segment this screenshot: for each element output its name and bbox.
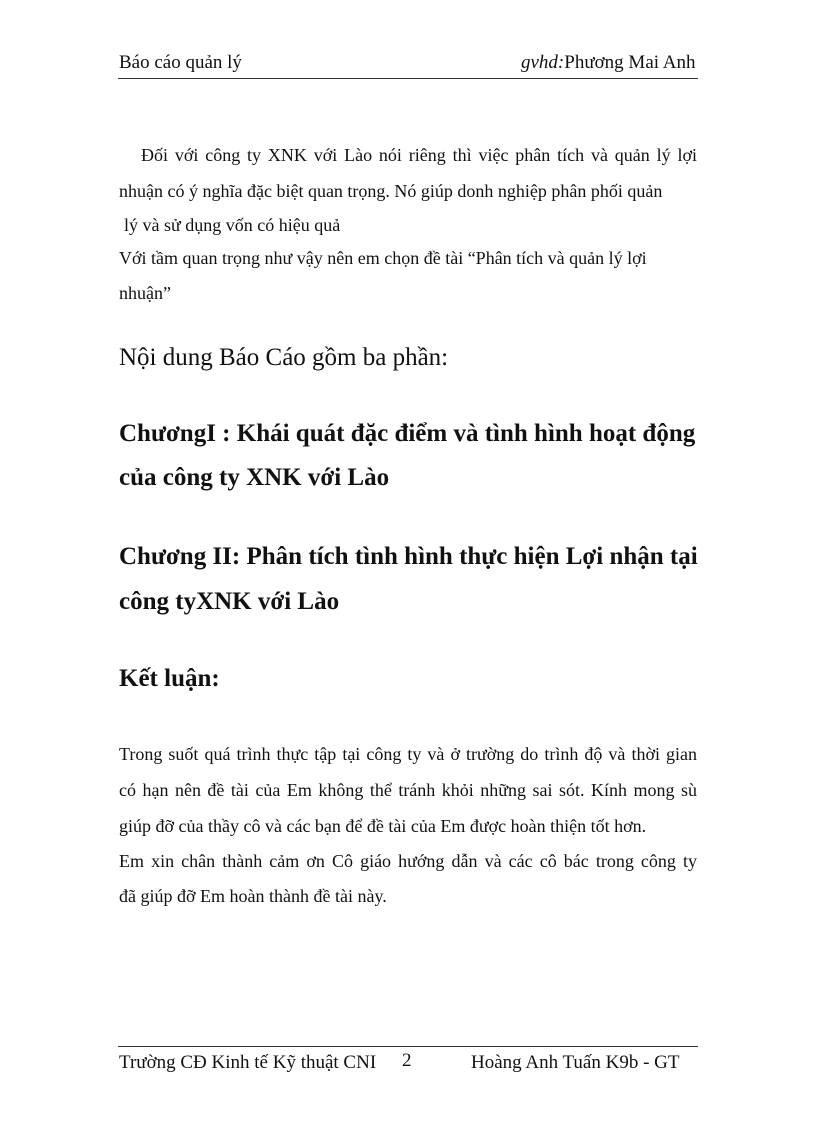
header-right [521,52,695,74]
chapter2-line-2: công tyXNK với Lào [119,588,340,615]
header-advisor-name: Phương Mai Anh [564,52,696,73]
content-heading: Nội dung Báo Cáo gồm ba phần: [119,344,449,371]
intro-line-5: nhuận” [119,283,171,303]
intro-line-4: Với tầm quan trọng như vậy nên em chọn đề tài “Phân tích và quản lý lợi [119,248,647,268]
header-advisor-label: gvhd: [521,52,565,73]
chapter2-line-1: Chương II: Phân tích tình hình thực hiện Lợi nhận tại [119,543,698,570]
intro-line-1: Đối với công ty XNK với Lào nói riêng thì việc phân tích và quản lý lợi [141,145,697,165]
intro-line-2: nhuận có ý nghĩa đặc biệt quan trọng. Nó giúp donh nghiệp phân phối quản [119,181,663,201]
page-number: 2 [402,1050,412,1071]
intro-line-3: lý và sử dụng vốn có hiệu quả [124,215,341,235]
conclusion-line-1: Trong suốt quá trình thực tập tại công ty và ở trường do trình độ và thời gian [119,744,697,764]
conclusion-heading: Kết luận: [119,665,220,692]
conclusion-line-2: có hạn nên đề tài của Em không thể tránh khỏi những sai sót. Kính mong sù [119,780,697,800]
header-left: Báo cáo quản lý [119,52,242,73]
footer-left: Trường CĐ Kinh tế Kỹ thuật CNI [119,1052,377,1073]
chapter1-line-1: ChươngI : Khái quát đặc điểm và tình hình hoạt động [119,420,696,447]
conclusion-line-4: Em xin chân thành cảm ơn Cô giáo hướng dẫn và các cô bác trong công ty [119,851,697,871]
footer-rule [118,1046,698,1047]
footer-right: Hoàng Anh Tuấn K9b - GT [471,1052,680,1073]
conclusion-line-5: đã giúp đỡ Em hoàn thành đề tài này. [119,886,387,906]
chapter1-line-2: của công ty XNK với Lào [119,464,390,491]
conclusion-line-3: giúp đỡ của thầy cô và các bạn để đề tài của Em được hoàn thiện tốt hơn. [119,816,647,836]
header-rule [118,78,698,79]
